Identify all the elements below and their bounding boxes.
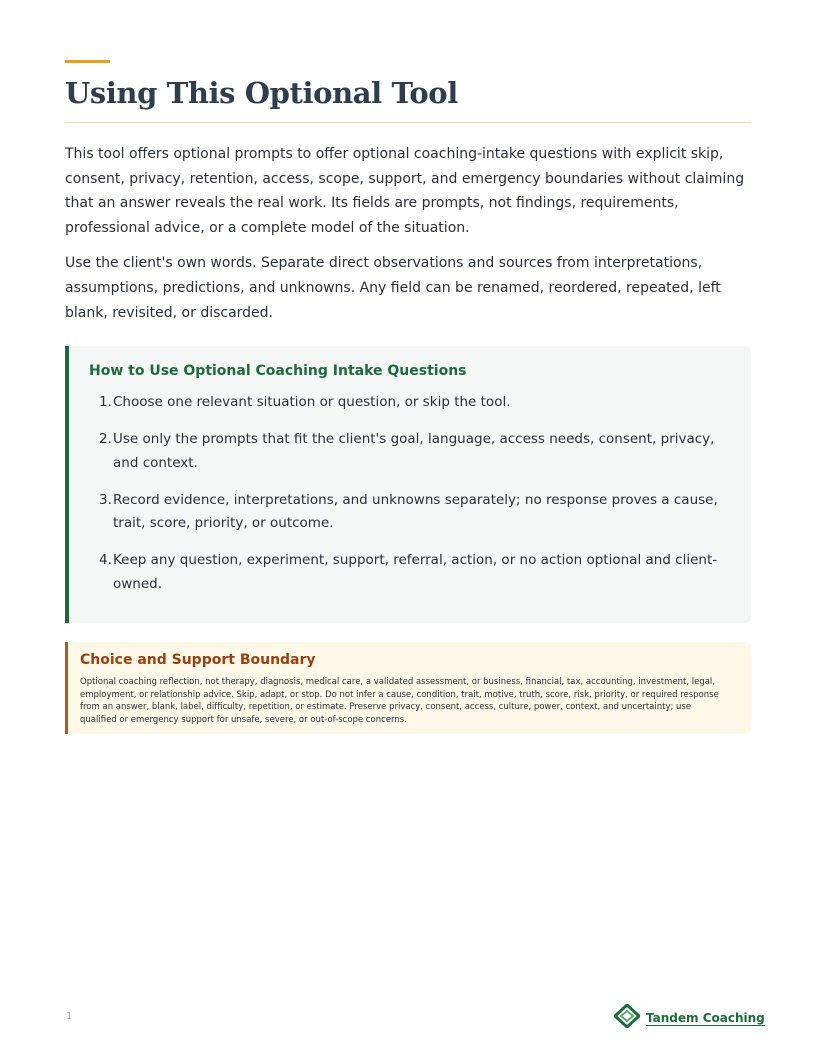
intro-section <box>65 142 751 336</box>
diamond-logo-icon <box>614 1004 640 1032</box>
boundary-callout <box>65 642 751 734</box>
how-to-callout <box>65 346 751 623</box>
brand-logo <box>614 1004 765 1032</box>
step-number: 2. <box>99 431 112 448</box>
intro-paragraph: This tool offers optional prompts to offer optional coaching-intake questions with explicit skip, consent, privacy, retention, access, scope, support, and emergency boundaries without claiming that an answer reveals the real work. Its fields are prompts, not findings, requirements, professional advice, or a complete model of the situation. <box>65 146 745 236</box>
intro-paragraph: Use the client's own words. Separate direct observations and sources from interpretations, assumptions, predictions, and unknowns. Any field can be renamed, reordered, repeated, left blank, revisited, or discarded. <box>65 255 721 321</box>
brand-name: Tandem Coaching <box>646 1010 765 1025</box>
step-item <box>91 549 719 596</box>
step-text: Use only the prompts that fit the client's goal, language, access needs, consent, privacy, and context. <box>113 431 715 471</box>
step-number: 4. <box>99 552 112 569</box>
page-number: 1 <box>66 1011 73 1022</box>
title-accent-bar <box>65 60 110 63</box>
step-text: Record evidence, interpretations, and unknowns separately; no response proves a cause, trait, score, priority, or outcome. <box>113 491 718 532</box>
boundary-heading: Choice and Support Boundary <box>80 652 316 668</box>
step-text: Keep any question, experiment, support, referral, action, or no action optional and client-owned. <box>113 552 718 592</box>
how-to-heading: How to Use Optional Coaching Intake Questions <box>89 363 467 379</box>
step-number: 3. <box>99 491 112 508</box>
page-title: Using This Optional Tool <box>65 76 458 110</box>
step-item <box>91 428 719 475</box>
step-item <box>91 489 719 536</box>
step-item <box>91 391 719 414</box>
boundary-text: Optional coaching reflection, not therapy, diagnosis, medical care, a validated assessment, or business, financial, tax, accounting, investment, legal, employment, or relationship advice. Skip, adapt, or stop. Do not infer a cause, condition, trait, motive, truth, score, risk, priority, or required response from an answer, blank, label, difficulty, repetition, or estimate. Preserve privacy, consent, access, culture, power, context, and uncertainty; use qualified or emergency support for unsafe, severe, or out-of-scope concerns. <box>80 677 719 725</box>
how-to-steps <box>91 391 719 610</box>
step-text: Choose one relevant situation or question, or skip the tool. <box>113 394 511 410</box>
title-divider <box>65 122 751 123</box>
step-number: 1. <box>99 394 112 410</box>
